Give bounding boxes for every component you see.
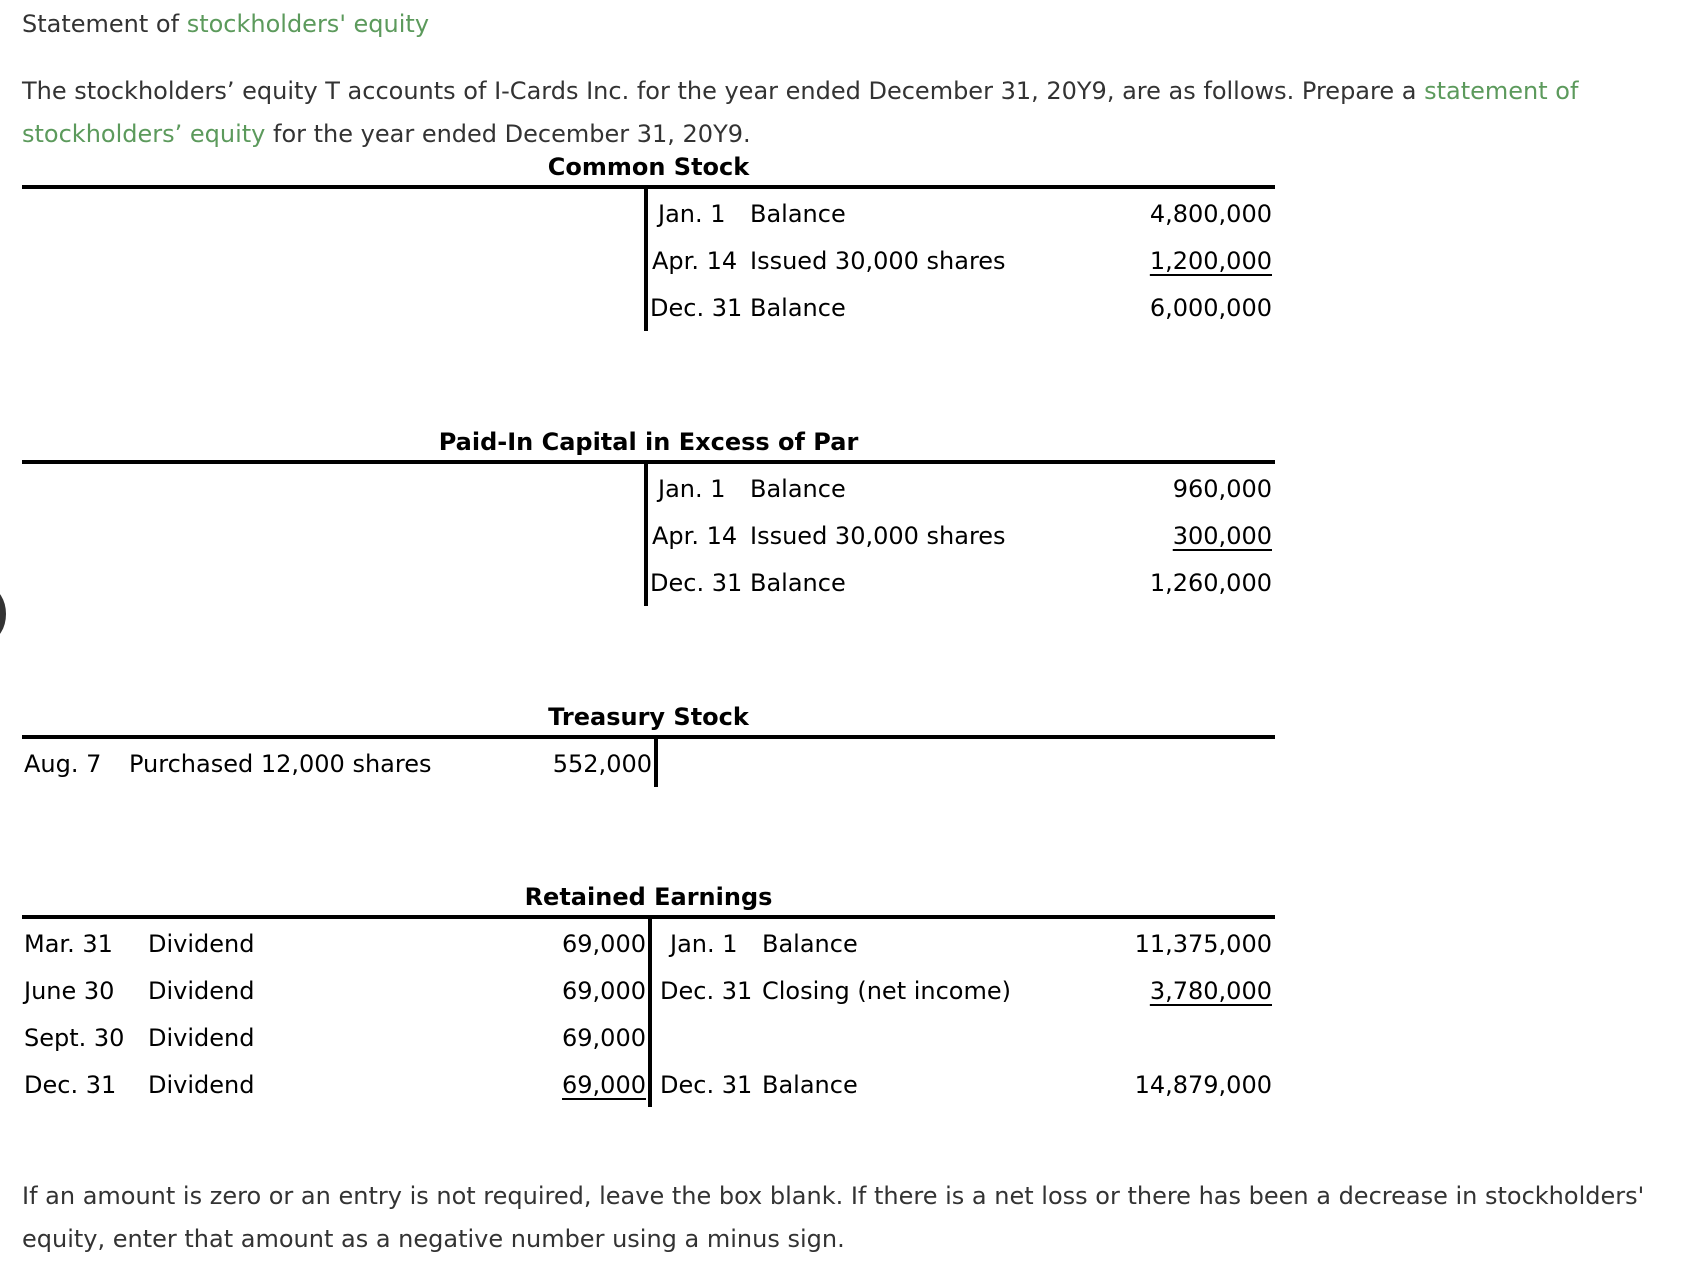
credit-desc: Balance [750, 294, 846, 322]
credit-date: Dec. 31 [650, 294, 743, 322]
t-account-top-bar [22, 185, 1275, 189]
credit-amount-value: 3,780,000 [1149, 977, 1272, 1005]
debit-amount: 552,000 [552, 750, 652, 778]
credit-date: Jan. 1 [658, 475, 726, 503]
intro-paragraph [22, 70, 1622, 156]
credit-amount [1072, 516, 1272, 556]
debit-desc: Dividend [148, 1024, 255, 1052]
credit-amount: 960,000 [1172, 475, 1272, 503]
t-account-divider [644, 464, 648, 606]
debit-date: Dec. 31 [24, 1071, 117, 1099]
topic-link[interactable]: stockholders' equity [186, 10, 430, 38]
intro-text-2: for the year ended December 31, 20Y9. [265, 120, 751, 148]
intro-text-1: The stockholders’ equity T accounts of I-Cards Inc. for the year ended December 31, 20Y9, are as follows. Prepare a [22, 77, 1425, 105]
credit-date: Jan. 1 [658, 200, 726, 228]
credit-amount [1072, 241, 1272, 281]
credit-desc: Balance [750, 475, 846, 503]
credit-desc: Issued 30,000 shares [750, 247, 1006, 275]
debit-date: Aug. 7 [24, 750, 102, 778]
credit-amount: 14,879,000 [1134, 1071, 1272, 1099]
topic-prefix: Statement of [22, 10, 187, 38]
credit-amount: 11,375,000 [1134, 930, 1272, 958]
t-account-title: Retained Earnings [524, 883, 773, 911]
credit-desc: Balance [750, 569, 846, 597]
t-account-divider [654, 739, 658, 787]
instruction-note: If an amount is zero or an entry is not required, leave the box blank. If there is a net loss or there has been a decrease in stockholders' equity, enter that amount as a negative number using a minus sign. [22, 1182, 1645, 1253]
debit-amount-value: 69,000 [562, 1071, 646, 1099]
debit-amount: 69,000 [562, 1024, 646, 1052]
credit-desc: Issued 30,000 shares [750, 522, 1006, 550]
t-account-treasury-stock [22, 703, 1275, 813]
t-account-top-bar [22, 735, 1275, 739]
t-account-divider [644, 189, 648, 331]
credit-date: Dec. 31 [660, 977, 753, 1005]
credit-amount-value: 300,000 [1172, 522, 1272, 550]
credit-desc: Balance [750, 200, 846, 228]
credit-amount [1072, 971, 1272, 1011]
debit-date: Sept. 30 [24, 1024, 125, 1052]
side-handle[interactable] [0, 588, 6, 640]
credit-desc: Balance [762, 930, 858, 958]
credit-date: Dec. 31 [660, 1071, 753, 1099]
debit-date: Mar. 31 [24, 930, 113, 958]
t-account-retained-earnings [22, 883, 1275, 1133]
t-account-divider [648, 919, 652, 1107]
credit-date: Apr. 14 [652, 247, 738, 275]
credit-amount: 1,260,000 [1149, 569, 1272, 597]
intro-link[interactable]: statement of stockholders’ equity [22, 77, 1579, 148]
debit-desc: Purchased 12,000 shares [129, 750, 432, 778]
topic-heading [22, 10, 429, 38]
debit-amount [462, 1065, 646, 1105]
credit-date: Dec. 31 [650, 569, 743, 597]
debit-desc: Dividend [148, 930, 255, 958]
credit-desc: Closing (net income) [762, 977, 1011, 1005]
credit-desc: Balance [762, 1071, 858, 1099]
debit-amount: 69,000 [562, 930, 646, 958]
t-account-title: Common Stock [547, 153, 750, 181]
t-account-title: Treasury Stock [548, 703, 749, 731]
credit-date: Jan. 1 [670, 930, 738, 958]
credit-date: Apr. 14 [652, 522, 738, 550]
t-account-top-bar [22, 460, 1275, 464]
credit-amount: 6,000,000 [1149, 294, 1272, 322]
debit-desc: Dividend [148, 1071, 255, 1099]
t-account-title: Paid-In Capital in Excess of Par [438, 428, 859, 456]
t-account-paid-in-capital [22, 428, 1275, 628]
t-account-common-stock [22, 153, 1275, 353]
credit-amount: 4,800,000 [1149, 200, 1272, 228]
debit-amount: 69,000 [562, 977, 646, 1005]
debit-desc: Dividend [148, 977, 255, 1005]
debit-date: June 30 [24, 977, 115, 1005]
credit-amount-value: 1,200,000 [1149, 247, 1272, 275]
